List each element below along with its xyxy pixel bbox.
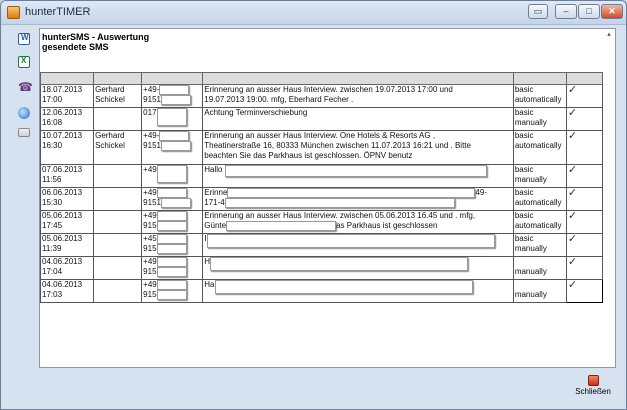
excel-icon[interactable] [18,56,30,68]
mail-icon[interactable] [18,128,30,137]
name-cell [94,165,142,188]
phone-cell: +49- 9151 [142,131,203,165]
report-title: hunterSMS - Auswertung [42,32,150,42]
checkmark-icon: ✓ [567,233,578,245]
checkmark-icon: ✓ [567,130,578,142]
checkmark-icon: ✓ [567,107,578,119]
phone-cell: +45 915 [142,234,203,257]
phone-cell: +49 915 [142,211,203,234]
name-cell: Gerhard Schickel [94,131,142,165]
message-cell: Erinnerung an ausser Haus Interview. zwischen 19.07.2013 17:00 und 19.07.2013 19:00. mfg, Eberhard Fecher . [203,85,514,108]
sms-icon[interactable] [18,83,30,95]
browser-icon[interactable] [18,107,30,119]
type-cell: basic manually [513,108,566,131]
type-cell: basic automatically [513,211,566,234]
sent-cell [566,165,602,188]
table-row[interactable] [41,188,603,211]
checkmark-icon: ✓ [567,256,578,268]
close-button[interactable] [573,375,613,399]
table-row[interactable] [41,165,603,188]
date-cell: 06.06.2013 15:30 [41,188,94,211]
phone-cell: 017 [142,108,203,131]
sidebar [11,27,39,397]
table-row[interactable] [41,108,603,131]
date-cell: 12.06.2013 16:08 [41,108,94,131]
sent-cell [566,131,602,165]
sent-cell [566,108,602,131]
table-row[interactable] [41,257,603,280]
sent-cell [566,211,602,234]
scroll-up-icon[interactable]: ▴ [607,31,611,38]
message-cell: Erinnerung an ausser Haus Interview. One Hotels & Resorts AG , Theatinerstraße 16, 80333 München zwischen 11.07.2013 16:21 und . Bitte beachten Sie das Parkhaus ist geschlossen. ÖPNV benutz [203,131,514,165]
phone-cell: +49- 9151 [142,85,203,108]
phone-cell: +49 9151 [142,188,203,211]
type-cell: basic manually [513,234,566,257]
phone-cell: +49 [142,165,203,188]
name-cell [94,211,142,234]
sms-table [40,72,603,303]
sent-cell [566,234,602,257]
message-cell: H [203,257,514,280]
phone-cell: +49 915 [142,280,203,303]
message-cell: I [203,234,514,257]
table-row[interactable] [41,211,603,234]
checkmark-icon: ✓ [567,164,578,176]
message-cell: Hallo [203,165,514,188]
checkmark-icon: ✓ [567,279,578,291]
report-subtitle: gesendete SMS [42,42,109,52]
type-cell: manually [513,257,566,280]
date-cell: 05.06.2013 11:39 [41,234,94,257]
table-row[interactable] [41,280,603,303]
close-window-button[interactable]: ✕ [601,4,623,19]
date-cell: 10.07.2013 16:30 [41,131,94,165]
type-cell: basic automatically [513,85,566,108]
name-cell [94,280,142,303]
maximize-button[interactable]: □ [578,4,600,19]
name-cell [94,188,142,211]
message-cell: Erinnerung an ausser Haus Interview. zwischen 05.06.2013 16.45 und . mfg, Günte as Parkhaus ist geschlossen [203,211,514,234]
message-cell: Ha [203,280,514,303]
title-bar [1,1,626,25]
date-cell: 04.06.2013 17:04 [41,257,94,280]
table-row[interactable] [41,234,603,257]
type-cell: manually [513,280,566,303]
window-title: hunterTIMER [25,6,91,18]
checkmark-icon: ✓ [567,84,578,96]
app-icon [7,6,20,19]
restore-button[interactable]: ▭ [528,4,548,19]
type-cell: basic manually [513,165,566,188]
date-cell: 05.06.2013 17:45 [41,211,94,234]
checkmark-icon: ✓ [567,187,578,199]
sent-cell [566,85,602,108]
table-row[interactable] [41,131,603,165]
date-cell: 18.07.2013 17:00 [41,85,94,108]
sent-cell [566,257,602,280]
date-cell: 07.06.2013 11:56 [41,165,94,188]
close-icon [588,375,599,386]
name-cell: Gerhard Schickel [94,85,142,108]
name-cell [94,108,142,131]
date-cell: 04.06.2013 17:03 [41,280,94,303]
phone-cell: +49 915 [142,257,203,280]
table-row[interactable] [41,85,603,108]
type-cell: basic automatically [513,188,566,211]
name-cell [94,257,142,280]
minimize-button[interactable]: – [555,4,577,19]
report-panel [39,28,616,368]
name-cell [94,234,142,257]
type-cell: basic automatically [513,131,566,165]
sent-cell [566,188,602,211]
checkmark-icon: ✓ [567,210,578,222]
message-cell: Erinne 49- 171-4 [203,188,514,211]
table-header [41,73,603,85]
close-button-label: Schließen [575,387,611,396]
message-cell: Achtung Terminverschiebung [203,108,514,131]
word-icon[interactable] [18,33,30,45]
sent-cell [566,280,602,303]
